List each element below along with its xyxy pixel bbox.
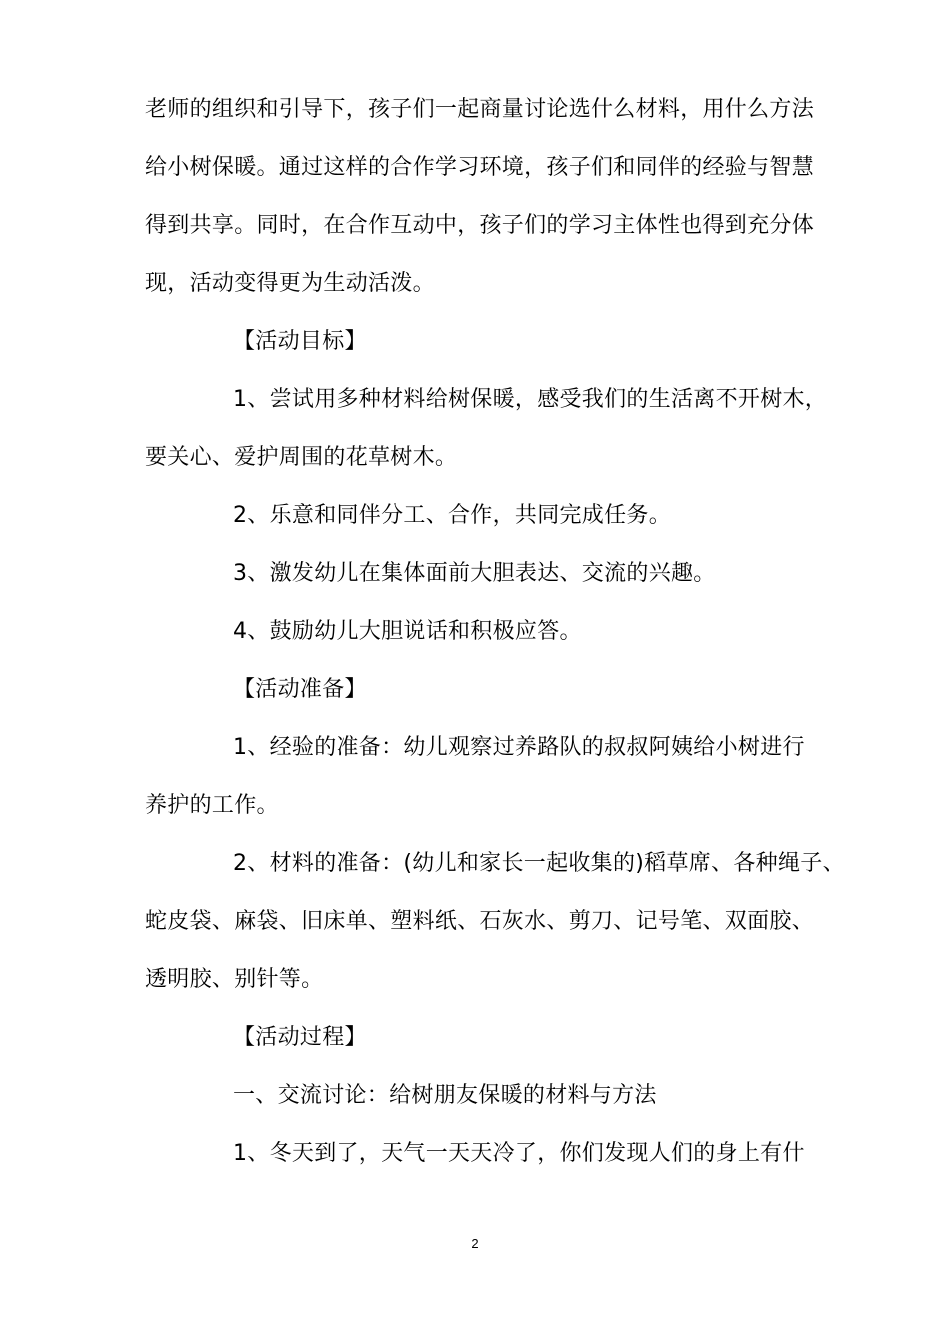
section-heading-goals: 【活动目标】: [233, 329, 367, 354]
goal-item-1: 1、尝试用多种材料给树保暖，感受我们的生活离不开树木，: [233, 387, 828, 412]
page-number: 2: [471, 1236, 479, 1251]
paragraph-line: 得到共享。同时，在合作互动中，孩子们的学习主体性也得到充分体: [145, 213, 815, 238]
goal-item-2: 2、乐意和同伴分工、合作，共同完成任务。: [233, 503, 671, 528]
process-step-heading: 一、交流讨论：给树朋友保暖的材料与方法: [233, 1083, 657, 1108]
prep-item-1-cont: 养护的工作。: [145, 793, 279, 818]
goal-item-3: 3、激发幼儿在集体面前大胆表达、交流的兴趣。: [233, 561, 716, 586]
process-item-1: 1、冬天到了，天气一天天冷了，你们发现人们的身上有什: [233, 1141, 805, 1166]
section-heading-preparation: 【活动准备】: [233, 677, 367, 702]
prep-item-2-cont: 透明胶、别针等。: [145, 967, 324, 992]
paragraph-line: 给小树保暖。通过这样的合作学习环境，孩子们和同伴的经验与智慧: [145, 155, 815, 180]
goal-item-4: 4、鼓励幼儿大胆说话和积极应答。: [233, 619, 582, 644]
section-heading-process: 【活动过程】: [233, 1025, 367, 1050]
prep-item-2-cont: 蛇皮袋、麻袋、旧床单、塑料纸、石灰水、剪刀、记号笔、双面胶、: [145, 909, 815, 934]
paragraph-line: 现，活动变得更为生动活泼。: [145, 271, 435, 296]
goal-item-1-cont: 要关心、爱护周围的花草树木。: [145, 445, 458, 470]
paragraph-line: 老师的组织和引导下，孩子们一起商量讨论选什么材料，用什么方法: [145, 97, 815, 122]
prep-item-1: 1、经验的准备：幼儿观察过养路队的叔叔阿姨给小树进行: [233, 735, 805, 760]
prep-item-2: 2、材料的准备：(幼儿和家长一起收集的)稻草席、各种绳子、: [233, 851, 845, 876]
